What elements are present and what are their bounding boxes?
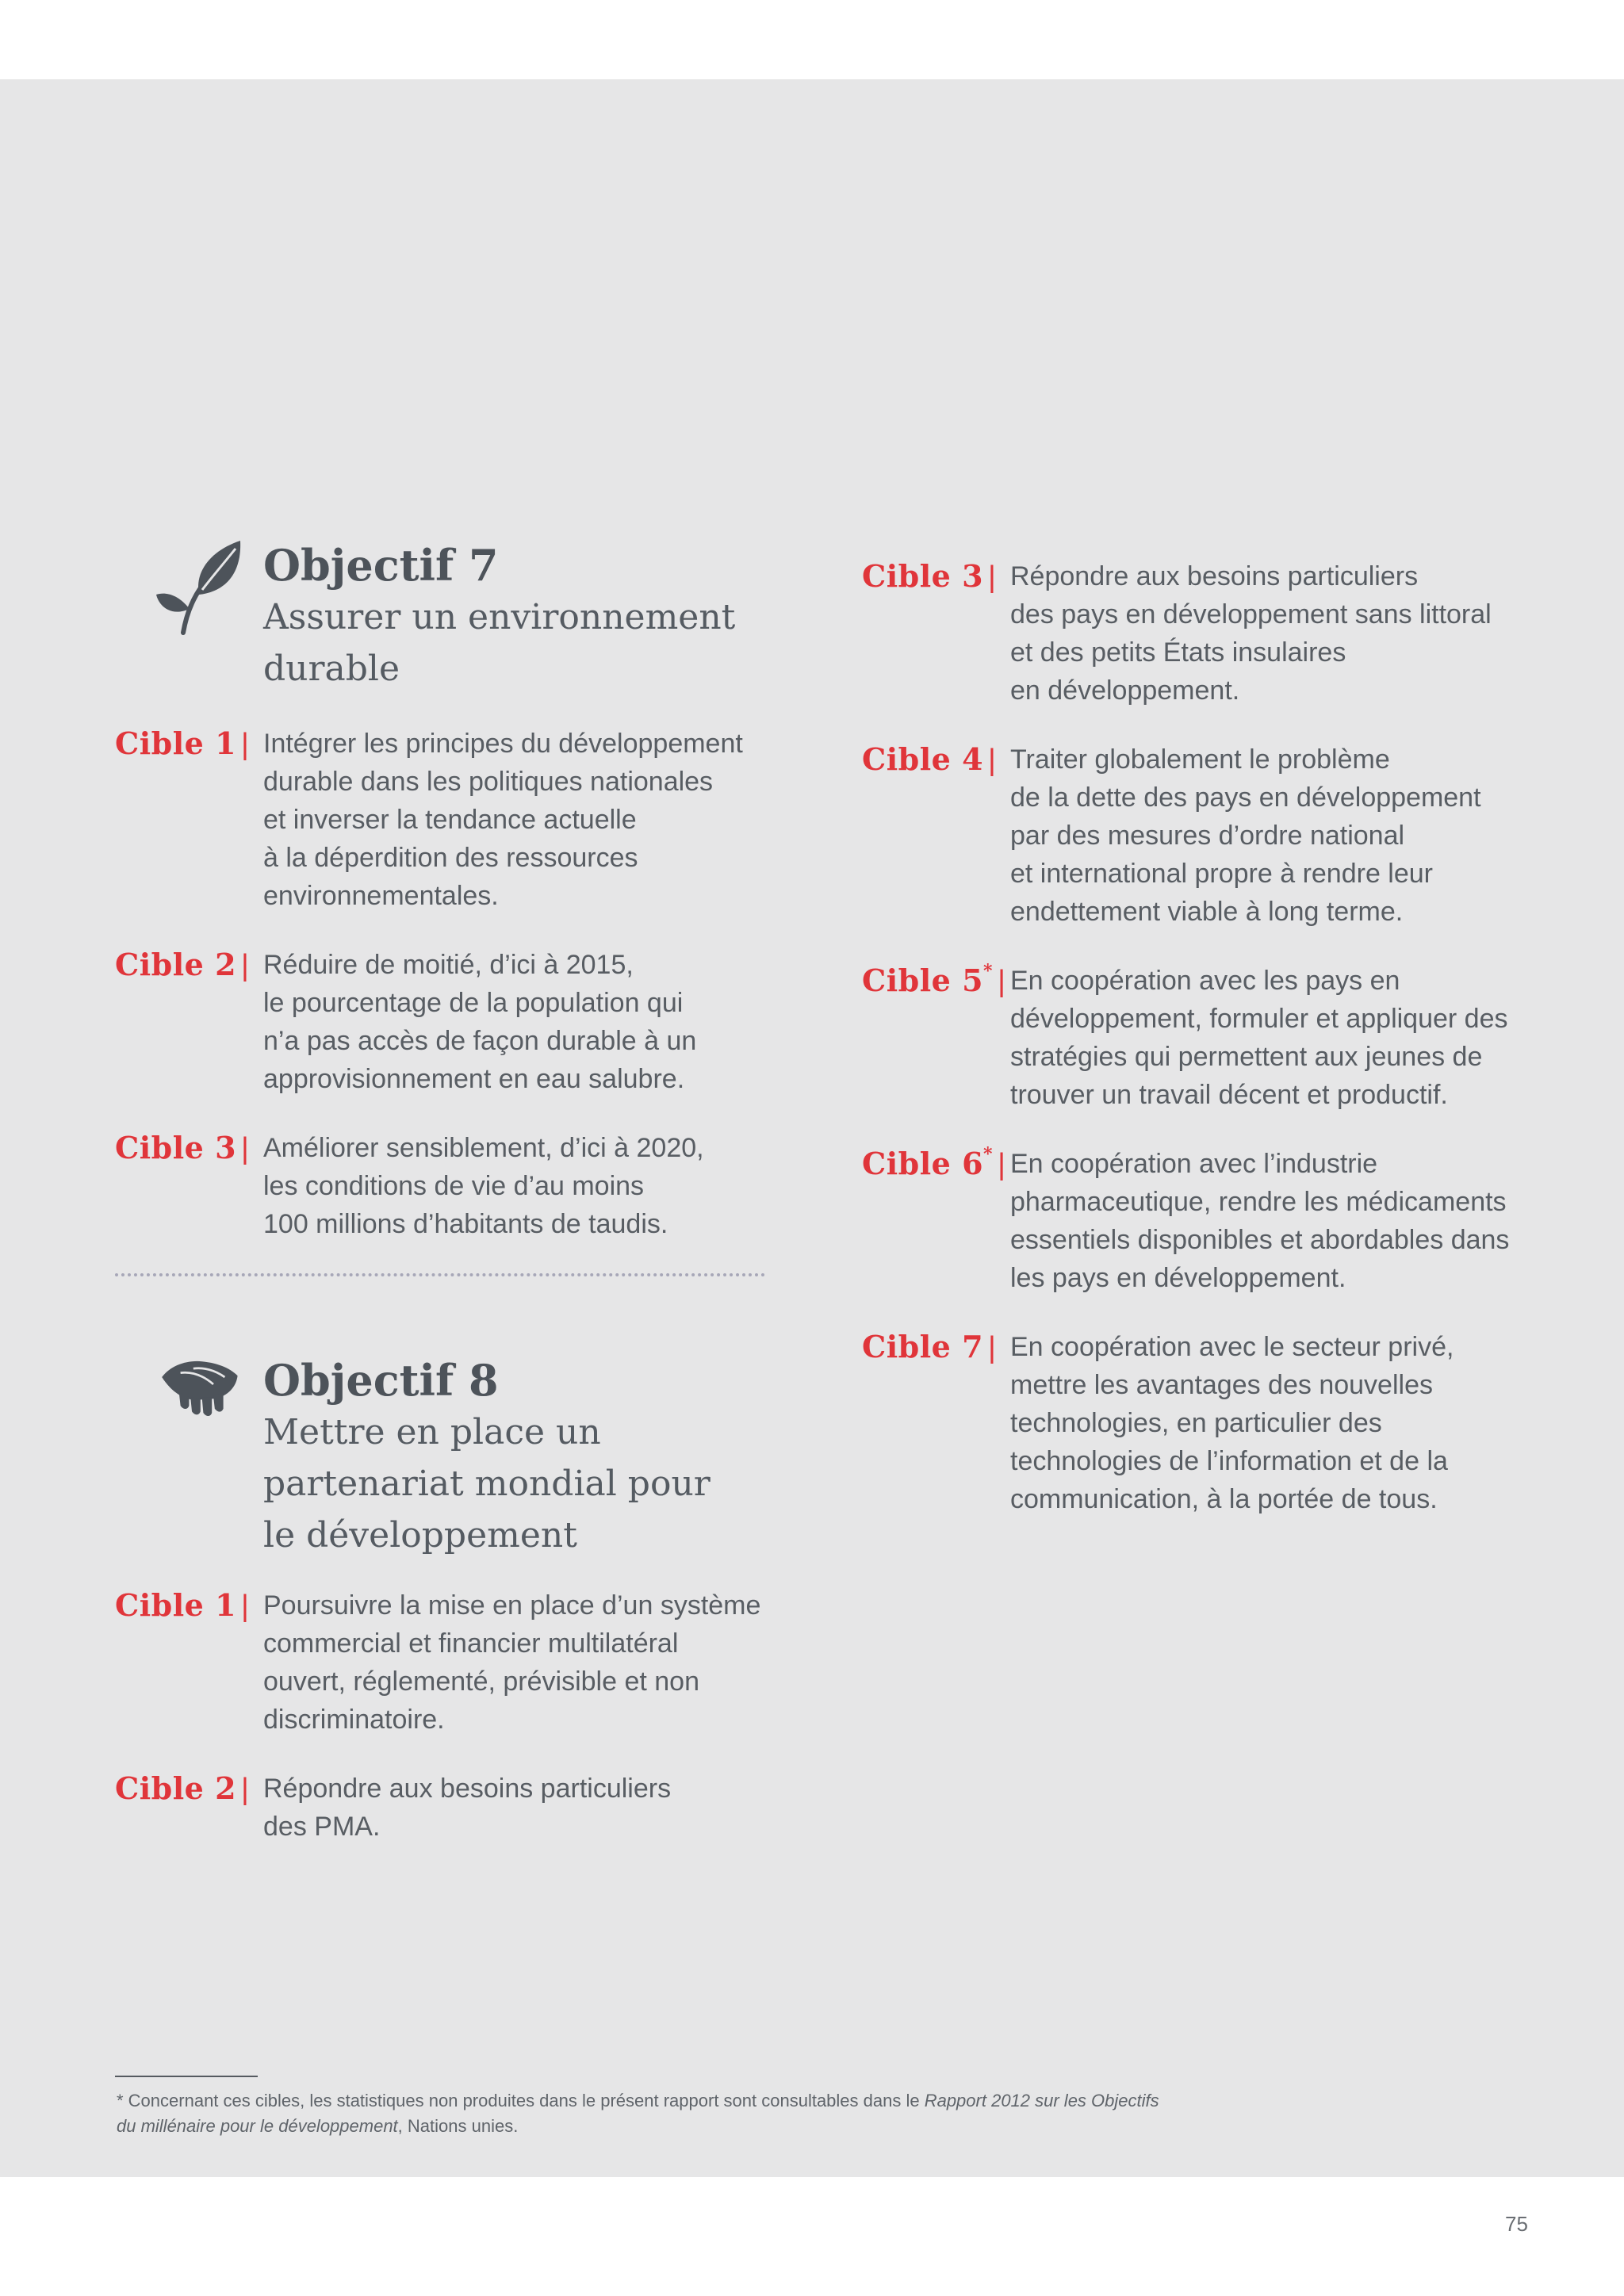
goal-7-title: Objectif 7 [263,540,499,591]
target-label: Cible 3 | [862,558,997,594]
goal-7-subtitle [263,591,789,695]
footnote-line-2: du millénaire pour le développement, Nations unies. [117,2116,519,2136]
goal-7-target-2 [115,946,789,1098]
goal-8-target-1 [115,1586,789,1739]
target-label: Cible 2 | [115,947,250,982]
leaf-icon [155,539,243,641]
target-label: Cible 1 | [115,725,250,761]
goal-8-subtitle [263,1406,789,1561]
target-label: Cible 3 | [115,1130,250,1165]
target-text: Poursuivre la mise en place d’un système commercial et financier multilatéral ouvert, réglementé, prévisible et non discriminatoire. [263,1590,761,1735]
target-text: Traiter globalement le problème de la dette des pays en développement par des mesures d’ordre national et international propre à rendre leur endettement viable à long terme. [1010,744,1481,927]
content-panel [0,79,1624,2177]
goal-8-target-3 [862,557,1560,710]
footnote [117,2088,1306,2139]
handshake-icon [155,1356,243,1427]
target-label: Cible 5* | [862,961,1006,998]
goal-7-target-1 [115,725,789,915]
target-label: Cible 7 | [862,1329,997,1364]
target-text: En coopération avec les pays en développement, formuler et appliquer des stratégies qui permettent aux jeunes de trouver un travail décent et productif. [1010,966,1508,1110]
target-text: Réduire de moitié, d’ici à 2015, le pourcentage de la population qui n’a pas accès de façon durable à un approvisionnement en eau salubre. [263,950,697,1094]
target-label: Cible 4 | [862,741,997,777]
dotted-divider [115,1273,765,1276]
goal-8-subtitle-line: le développement [263,1515,577,1556]
target-text: Répondre aux besoins particuliers des PMA. [263,1774,672,1842]
left-column [115,539,789,1846]
goal-8-subtitle-line: partenariat mondial pour [263,1464,710,1504]
target-text: Répondre aux besoins particuliers des pays en développement sans littoral et des petits États insulaires en développement. [1010,561,1492,706]
goal-8-target-2 [115,1770,789,1846]
target-text: Améliorer sensiblement, d’ici à 2020, les conditions de vie d’au moins 100 millions d’habitants de taudis. [263,1133,704,1239]
target-text: En coopération avec le secteur privé, mettre les avantages des nouvelles technologies, en particulier des technologies de l’information et de la communication, à la portée de tous. [1010,1332,1454,1514]
goal-7-header [115,539,789,695]
footnote-line-1: * Concernant ces cibles, les statistiques non produites dans le présent rapport sont consultables dans le Rapport 2012 sur les Objectifs [117,2091,1159,2110]
goal-8-target-6 [862,1145,1560,1297]
goal-8-header [115,1354,789,1561]
target-label: Cible 1 | [115,1587,250,1623]
goal-8-target-4 [862,740,1560,931]
goal-8-target-7 [862,1328,1560,1518]
target-text: En coopération avec l’industrie pharmaceutique, rendre les médicaments essentiels disponibles et abordables dans les pays en développement. [1010,1149,1510,1293]
goal-8-title: Objectif 8 [263,1355,499,1406]
page-number: 75 [1505,2212,1528,2236]
goal-7-subtitle-line: Assurer un environnement [263,597,736,637]
target-text: Intégrer les principes du développement durable dans les politiques nationales et inverser la tendance actuelle à la déperdition des ressources environnementales. [263,729,743,911]
right-column [862,557,1560,1518]
goal-8-subtitle-line: Mettre en place un [263,1412,601,1452]
footnote-rule [115,2076,258,2077]
target-label: Cible 2 | [115,1770,250,1806]
goal-8-target-5 [862,962,1560,1114]
goal-7-target-3 [115,1129,789,1243]
target-label: Cible 6* | [862,1144,1006,1181]
goal-7-subtitle-line: durable [263,649,400,689]
